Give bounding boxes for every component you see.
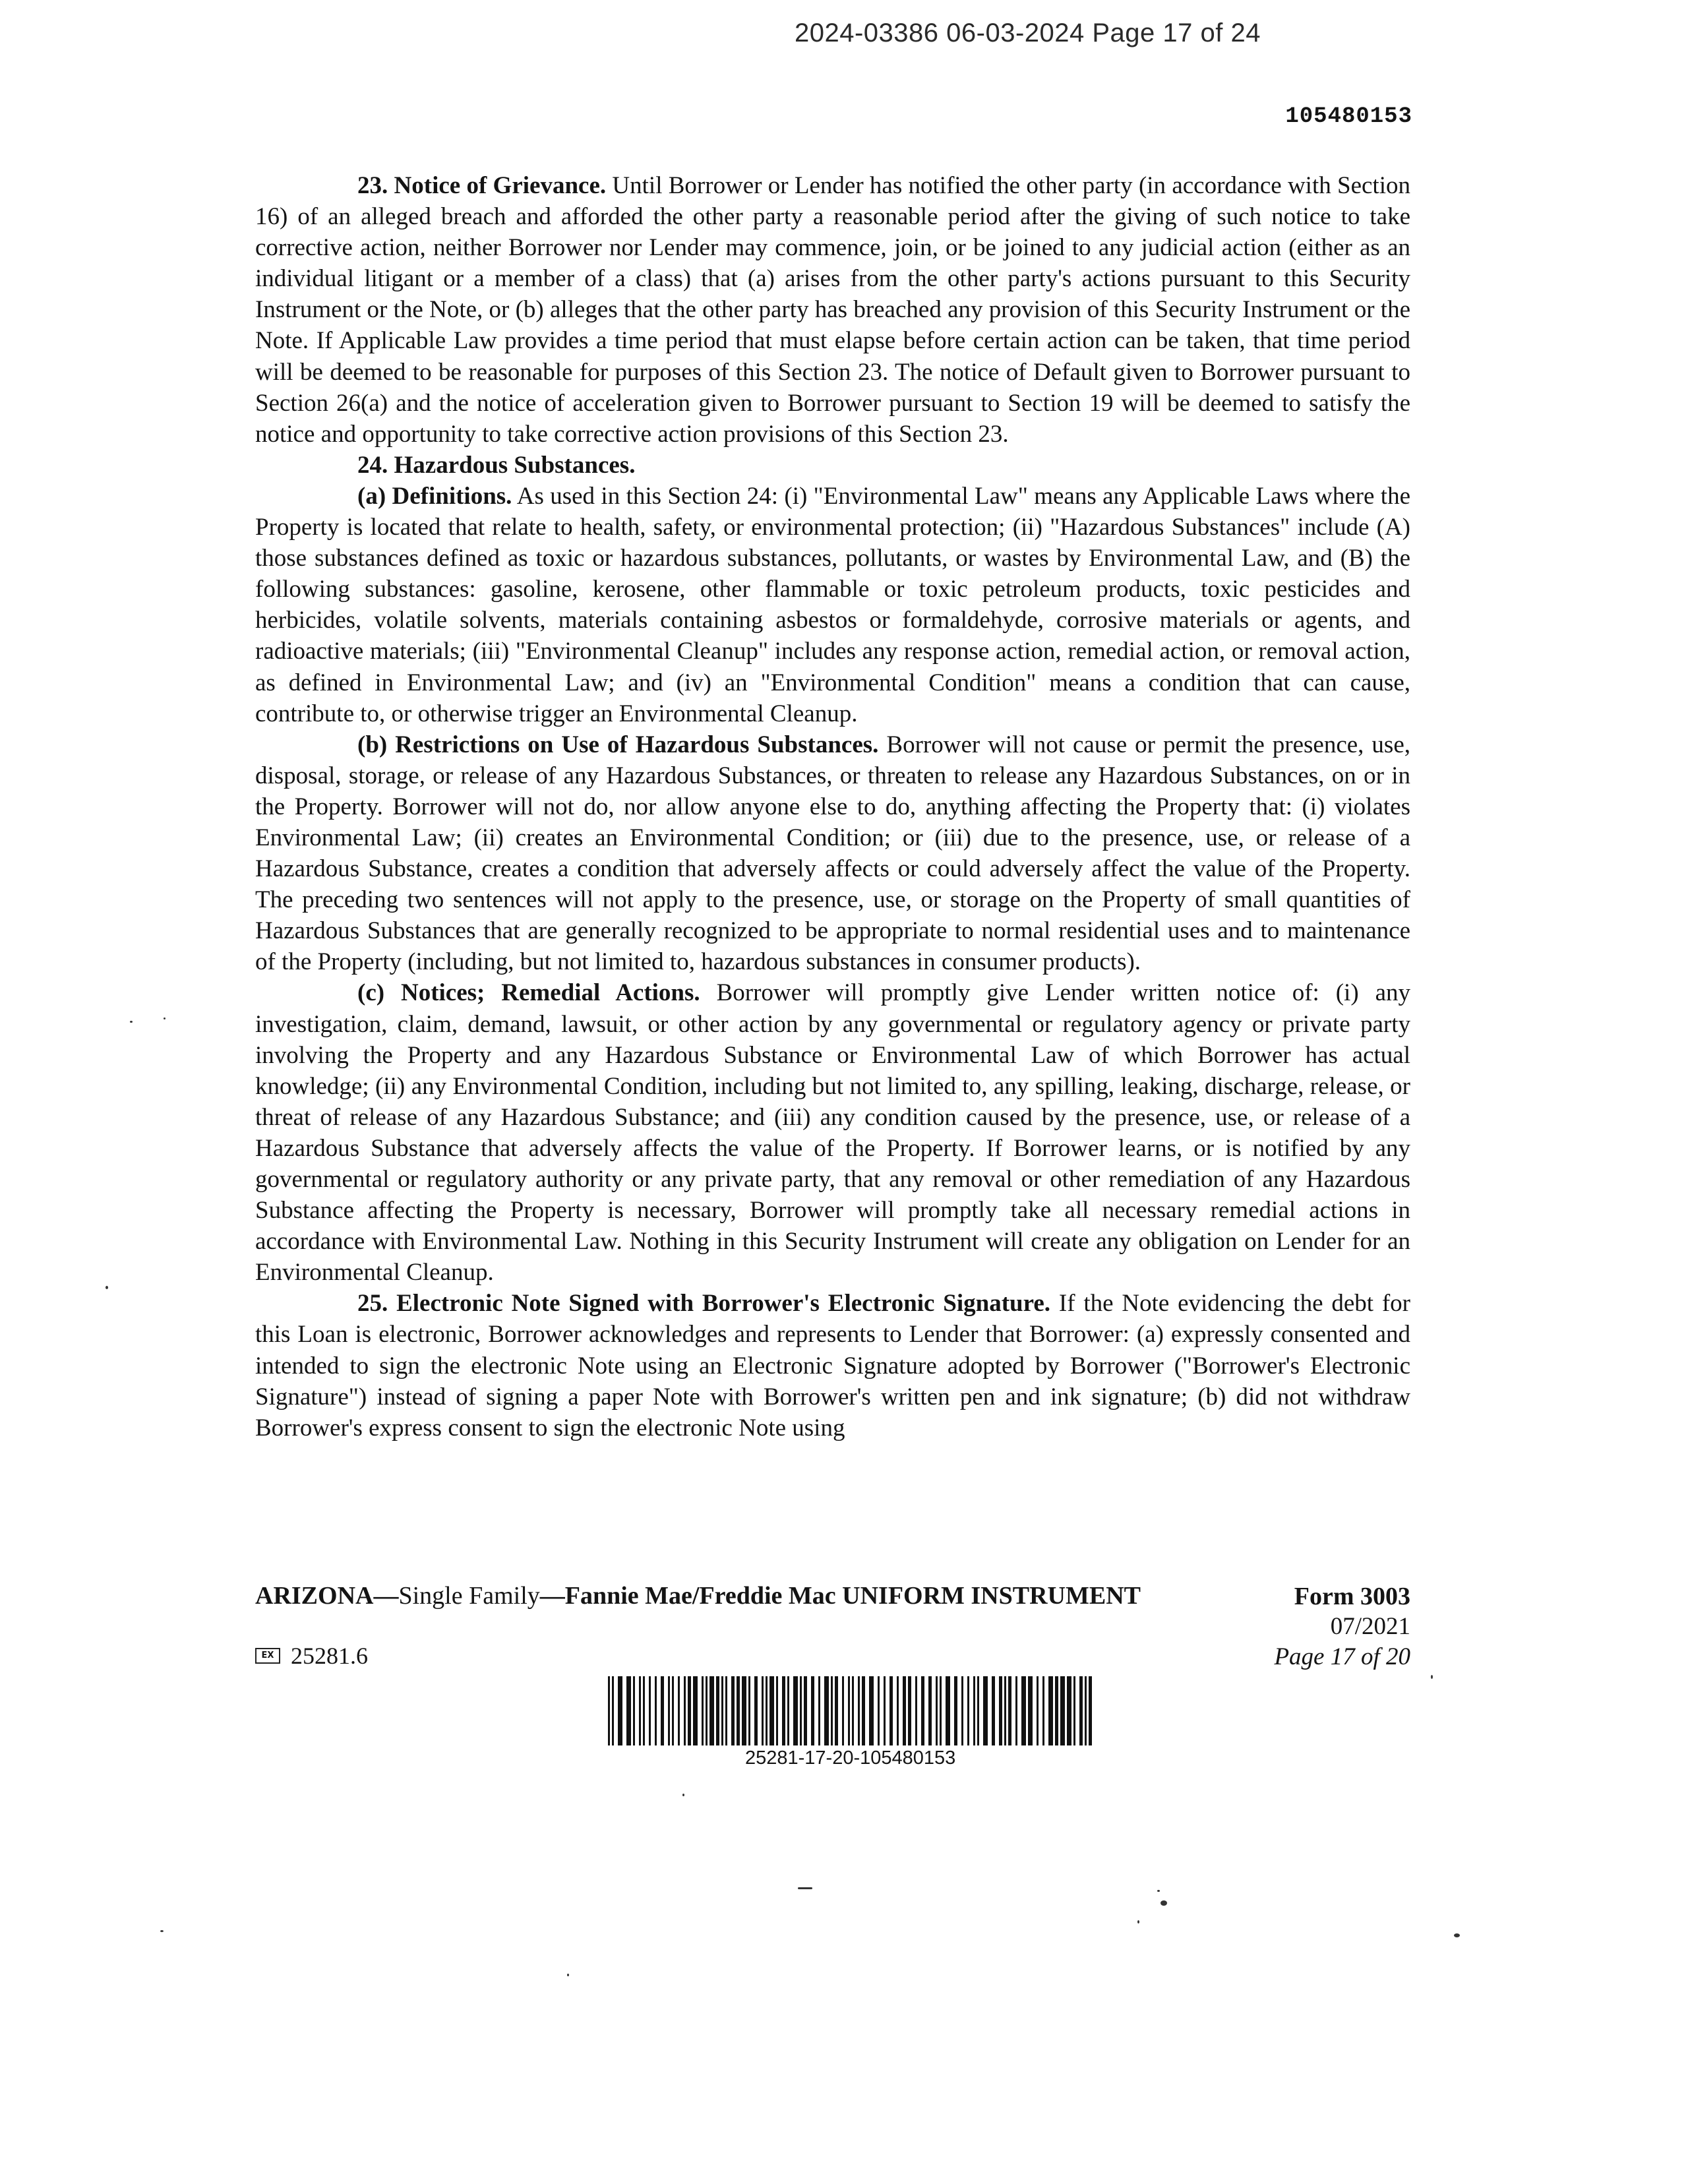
section-25-paragraph xyxy=(255,1288,1410,1443)
barcode-bar xyxy=(678,1676,680,1745)
barcode-bar xyxy=(1028,1676,1033,1745)
scan-speck xyxy=(106,1286,108,1289)
barcode-bar xyxy=(800,1676,802,1745)
section-24-paragraph xyxy=(255,450,1410,481)
section-24b-paragraph xyxy=(255,729,1410,978)
barcode-bar xyxy=(649,1676,651,1745)
scan-speck xyxy=(130,1021,133,1023)
barcode-bar xyxy=(1073,1676,1075,1745)
scan-speck xyxy=(1454,1933,1460,1937)
scan-speck xyxy=(160,1930,164,1932)
page-reference: Page 17 of 20 xyxy=(1274,1643,1410,1670)
barcode-bar xyxy=(1042,1676,1044,1745)
barcode-bar xyxy=(693,1676,698,1745)
section-23-text: Until Borrower or Lender has notified the other party (in accordance with Section 16) of an alleged breach and afforded the other party a reasonable period after the giving of such notice to take corrective action, neither Borrower nor Lender may commence, join, or be joined to any judicial action (either as an individual litigant or a member of a class) that (a) arises from the other party's actions pursuant to this Security Instrument or the Note, or (b) alleges that the other party has breached any provision of this Security Instrument or the Note. If Applicable Law provides a time period that must elapse before certain action can be taken, that time period will be deemed to be reasonable for purposes of this Section 23. The notice of Default given to Borrower pursuant to Section 26(a) and the notice of acceleration given to Borrower pursuant to Section 19 will be deemed to satisfy the notice and opportunity to take corrective action provisions of this Section 23. xyxy=(255,172,1410,448)
section-24a-heading: (a) Definitions. xyxy=(357,482,512,510)
barcode-bar xyxy=(1015,1676,1017,1745)
barcode-bar xyxy=(852,1676,854,1745)
barcode-bar xyxy=(655,1676,657,1745)
barcode-bar xyxy=(818,1676,820,1745)
recording-stamp: 2024-03386 06-03-2024 Page 17 of 24 xyxy=(795,18,1261,47)
barcode-bar xyxy=(1060,1676,1065,1745)
barcode-bar xyxy=(612,1676,614,1745)
scan-speck xyxy=(682,1794,684,1796)
barcode-bar xyxy=(754,1676,758,1745)
barcode-bar xyxy=(684,1676,686,1745)
barcode-bar xyxy=(999,1676,1002,1745)
section-24b-text: Borrower will not cause or permit the presence, use, disposal, storage, or release of any Hazardous Substances, or threaten to release any Hazardous Substances, on or in the Property. Borrower will not do, nor allow anyone else to do, anything affecting the Property that: (i) violates Environmental Law; (ii) creates an Environmental Condition; or (iii) due to the presence, use, or release of a Hazardous Substance, creates a condition that adversely affects or could adversely affect the value of the Property. The preceding two sentences will not apply to the presence, use, or storage on the Property of small quantities of Hazardous Substances that are generally recognized to be appropriate to normal residential uses and to maintenance of the Property (including, but not limited to, hazardous substances in consumer products). xyxy=(255,731,1410,976)
barcode-bar xyxy=(1037,1676,1039,1745)
barcode-bar xyxy=(762,1676,764,1745)
barcode-bar xyxy=(643,1676,645,1745)
barcode-bar xyxy=(608,1676,610,1745)
barcode-bar xyxy=(748,1676,750,1745)
document-body xyxy=(255,170,1410,1443)
barcode-bar xyxy=(769,1676,774,1745)
barcode-bar xyxy=(946,1676,950,1745)
barcode-bar xyxy=(848,1676,850,1745)
barcode-bar xyxy=(889,1676,893,1745)
barcode-bar xyxy=(766,1676,768,1745)
barcode-bar xyxy=(824,1676,829,1745)
barcode-bar xyxy=(869,1676,874,1745)
scan-speck xyxy=(1431,1675,1433,1679)
barcode-bar xyxy=(639,1676,641,1745)
barcode-bar xyxy=(776,1676,778,1745)
barcode-bar xyxy=(897,1676,899,1745)
section-23-heading: 23. Notice of Grievance. xyxy=(357,172,607,199)
barcode-bar xyxy=(915,1676,917,1745)
barcode-bar xyxy=(831,1676,833,1745)
barcode-bar xyxy=(742,1676,746,1745)
section-23-paragraph xyxy=(255,170,1410,450)
barcode-bar xyxy=(1089,1676,1092,1745)
section-25-text: If the Note evidencing the debt for this Loan is electronic, Borrower acknowledges and represents to Lender that Borrower: (a) expressly consented and intended to sign the electronic Note using an Electronic Signature adopted by Borrower ("Borrower's Electronic Signature") instead of signing a paper Note with Borrower's written pen and ink signature; (b) did not withdraw Borrower's express consent to sign the electronic Note using xyxy=(255,1290,1410,1441)
barcode-graphic xyxy=(605,1676,1093,1745)
barcode-bar xyxy=(706,1676,708,1745)
barcode-bar xyxy=(842,1676,844,1745)
barcode-bar xyxy=(716,1676,719,1745)
barcode-bar xyxy=(908,1676,911,1745)
barcode-bar xyxy=(672,1676,674,1745)
barcode-bar xyxy=(709,1676,714,1745)
section-24c-heading: (c) Notices; Remedial Actions. xyxy=(357,979,700,1007)
barcode-bar xyxy=(618,1676,622,1745)
barcode-bar xyxy=(961,1676,963,1745)
section-24c-text: Borrower will promptly give Lender written notice of: (i) any investigation, claim, demand, lawsuit, or other action by any governmental or regulatory agency or private party involving the Property and any Hazardous Substance or Environmental Law of which Borrower has actual knowledge; (ii) any Environmental Condition, including but not limited to, any spilling, leaking, discharge, release, or threat of release of any Hazardous Substance; and (iii) any condition caused by the presence, use, or release of a Hazardous Substance that adversely affects the value of the Property. If Borrower learns, or is notified by any governmental or regulatory authority or any private party, that any removal or other remediation of any Hazardous Substance affecting the Property is necessary, Borrower will promptly take all necessary remedial actions in accordance with Environmental Law. Nothing in this Security Instrument will create any obligation on Lender for an Environmental Cleanup. xyxy=(255,979,1410,1287)
instrument-title: ARIZONA—Single Family—Fannie Mae/Freddie Mac UNIFORM INSTRUMENT xyxy=(255,1582,1141,1610)
form-info xyxy=(1274,1581,1410,1672)
barcode-bar xyxy=(954,1676,957,1745)
section-24a-text: As used in this Section 24: (i) "Environmental Law" means any Applicable Laws where the Property is located that relate to health, safety, or environmental protection; (ii) "Hazardous Substances" include (A) those substances defined as toxic or hazardous substances, pollutants, or wastes by Environmental Law, and (B) the following substances: gasoline, kerosene, other flammable or toxic petroleum products, toxic pesticides and herbicides, volatile solvents, materials containing asbestos or formaldehyde, corrosive materials or agents, and radioactive materials; (iii) "Environmental Cleanup" includes any response action, remedial action, or removal action, as defined in Environmental Law; and (iv) an "Environmental Condition" means a condition that can cause, contribute to, or otherwise trigger an Environmental Cleanup. xyxy=(255,482,1410,727)
barcode-bar xyxy=(811,1676,814,1745)
barcode-bar xyxy=(983,1676,988,1745)
ellie-mae-logo-icon: EX xyxy=(255,1648,280,1664)
instrument-state: ARIZONA xyxy=(255,1582,374,1610)
barcode-bar xyxy=(1055,1676,1058,1745)
barcode-bar xyxy=(928,1676,932,1745)
scan-speck xyxy=(1137,1920,1139,1924)
barcode-bar xyxy=(940,1676,942,1745)
barcode-bar xyxy=(787,1676,789,1745)
instrument-type: Single Family xyxy=(398,1582,540,1610)
barcode-bar xyxy=(793,1676,798,1745)
barcode-bar xyxy=(633,1676,635,1745)
barcode-bar xyxy=(725,1676,727,1745)
barcode-bar xyxy=(903,1676,906,1745)
barcode-bar xyxy=(737,1676,740,1745)
barcode-bar xyxy=(1004,1676,1006,1745)
barcode-bar xyxy=(702,1676,704,1745)
form-number: Form 3003 xyxy=(1294,1583,1410,1610)
loan-number: 105480153 xyxy=(1285,104,1412,129)
barcode-bar xyxy=(862,1676,865,1745)
barcode-bar xyxy=(992,1676,995,1745)
document-code-number: 25281.6 xyxy=(291,1643,368,1669)
section-24b-heading: (b) Restrictions on Use of Hazardous Substances. xyxy=(357,731,879,758)
barcode-bar xyxy=(731,1676,735,1745)
barcode-bar xyxy=(1085,1676,1087,1745)
document-code xyxy=(255,1642,368,1670)
scan-speck xyxy=(1160,1900,1167,1906)
barcode-bar xyxy=(977,1676,979,1745)
barcode-bar xyxy=(967,1676,969,1745)
barcode-bar xyxy=(782,1676,785,1745)
scan-speck xyxy=(567,1974,569,1976)
barcode-bar xyxy=(688,1676,691,1745)
barcode-bar xyxy=(661,1676,664,1745)
barcode-bar xyxy=(1021,1676,1026,1745)
barcode-bar xyxy=(804,1676,807,1745)
barcode-bar xyxy=(835,1676,838,1745)
scan-speck xyxy=(798,1887,812,1889)
barcode-text: 25281-17-20-105480153 xyxy=(745,1747,956,1769)
scan-speck xyxy=(1157,1890,1160,1892)
barcode-bar xyxy=(721,1676,723,1745)
barcode-bar xyxy=(921,1676,924,1745)
barcode xyxy=(605,1676,1093,1749)
section-25-heading: 25. Electronic Note Signed with Borrower's Electronic Signature. xyxy=(357,1290,1051,1318)
form-date: 07/2021 xyxy=(1330,1613,1410,1640)
barcode-bar xyxy=(973,1676,975,1745)
barcode-bar xyxy=(1067,1676,1071,1745)
barcode-bar xyxy=(668,1676,670,1745)
barcode-bar xyxy=(884,1676,886,1745)
section-24a-paragraph xyxy=(255,481,1410,729)
barcode-bar xyxy=(936,1676,938,1745)
barcode-bar xyxy=(1008,1676,1011,1745)
barcode-bar xyxy=(878,1676,880,1745)
section-24c-paragraph xyxy=(255,977,1410,1288)
barcode-bar xyxy=(1079,1676,1083,1745)
scan-speck xyxy=(164,1017,166,1019)
barcode-bar xyxy=(626,1676,631,1745)
barcode-bar xyxy=(1048,1676,1053,1745)
barcode-bar xyxy=(858,1676,860,1745)
section-24-heading: 24. Hazardous Substances. xyxy=(357,451,636,479)
instrument-name: Fannie Mae/Freddie Mac UNIFORM INSTRUMENT xyxy=(564,1582,1141,1610)
